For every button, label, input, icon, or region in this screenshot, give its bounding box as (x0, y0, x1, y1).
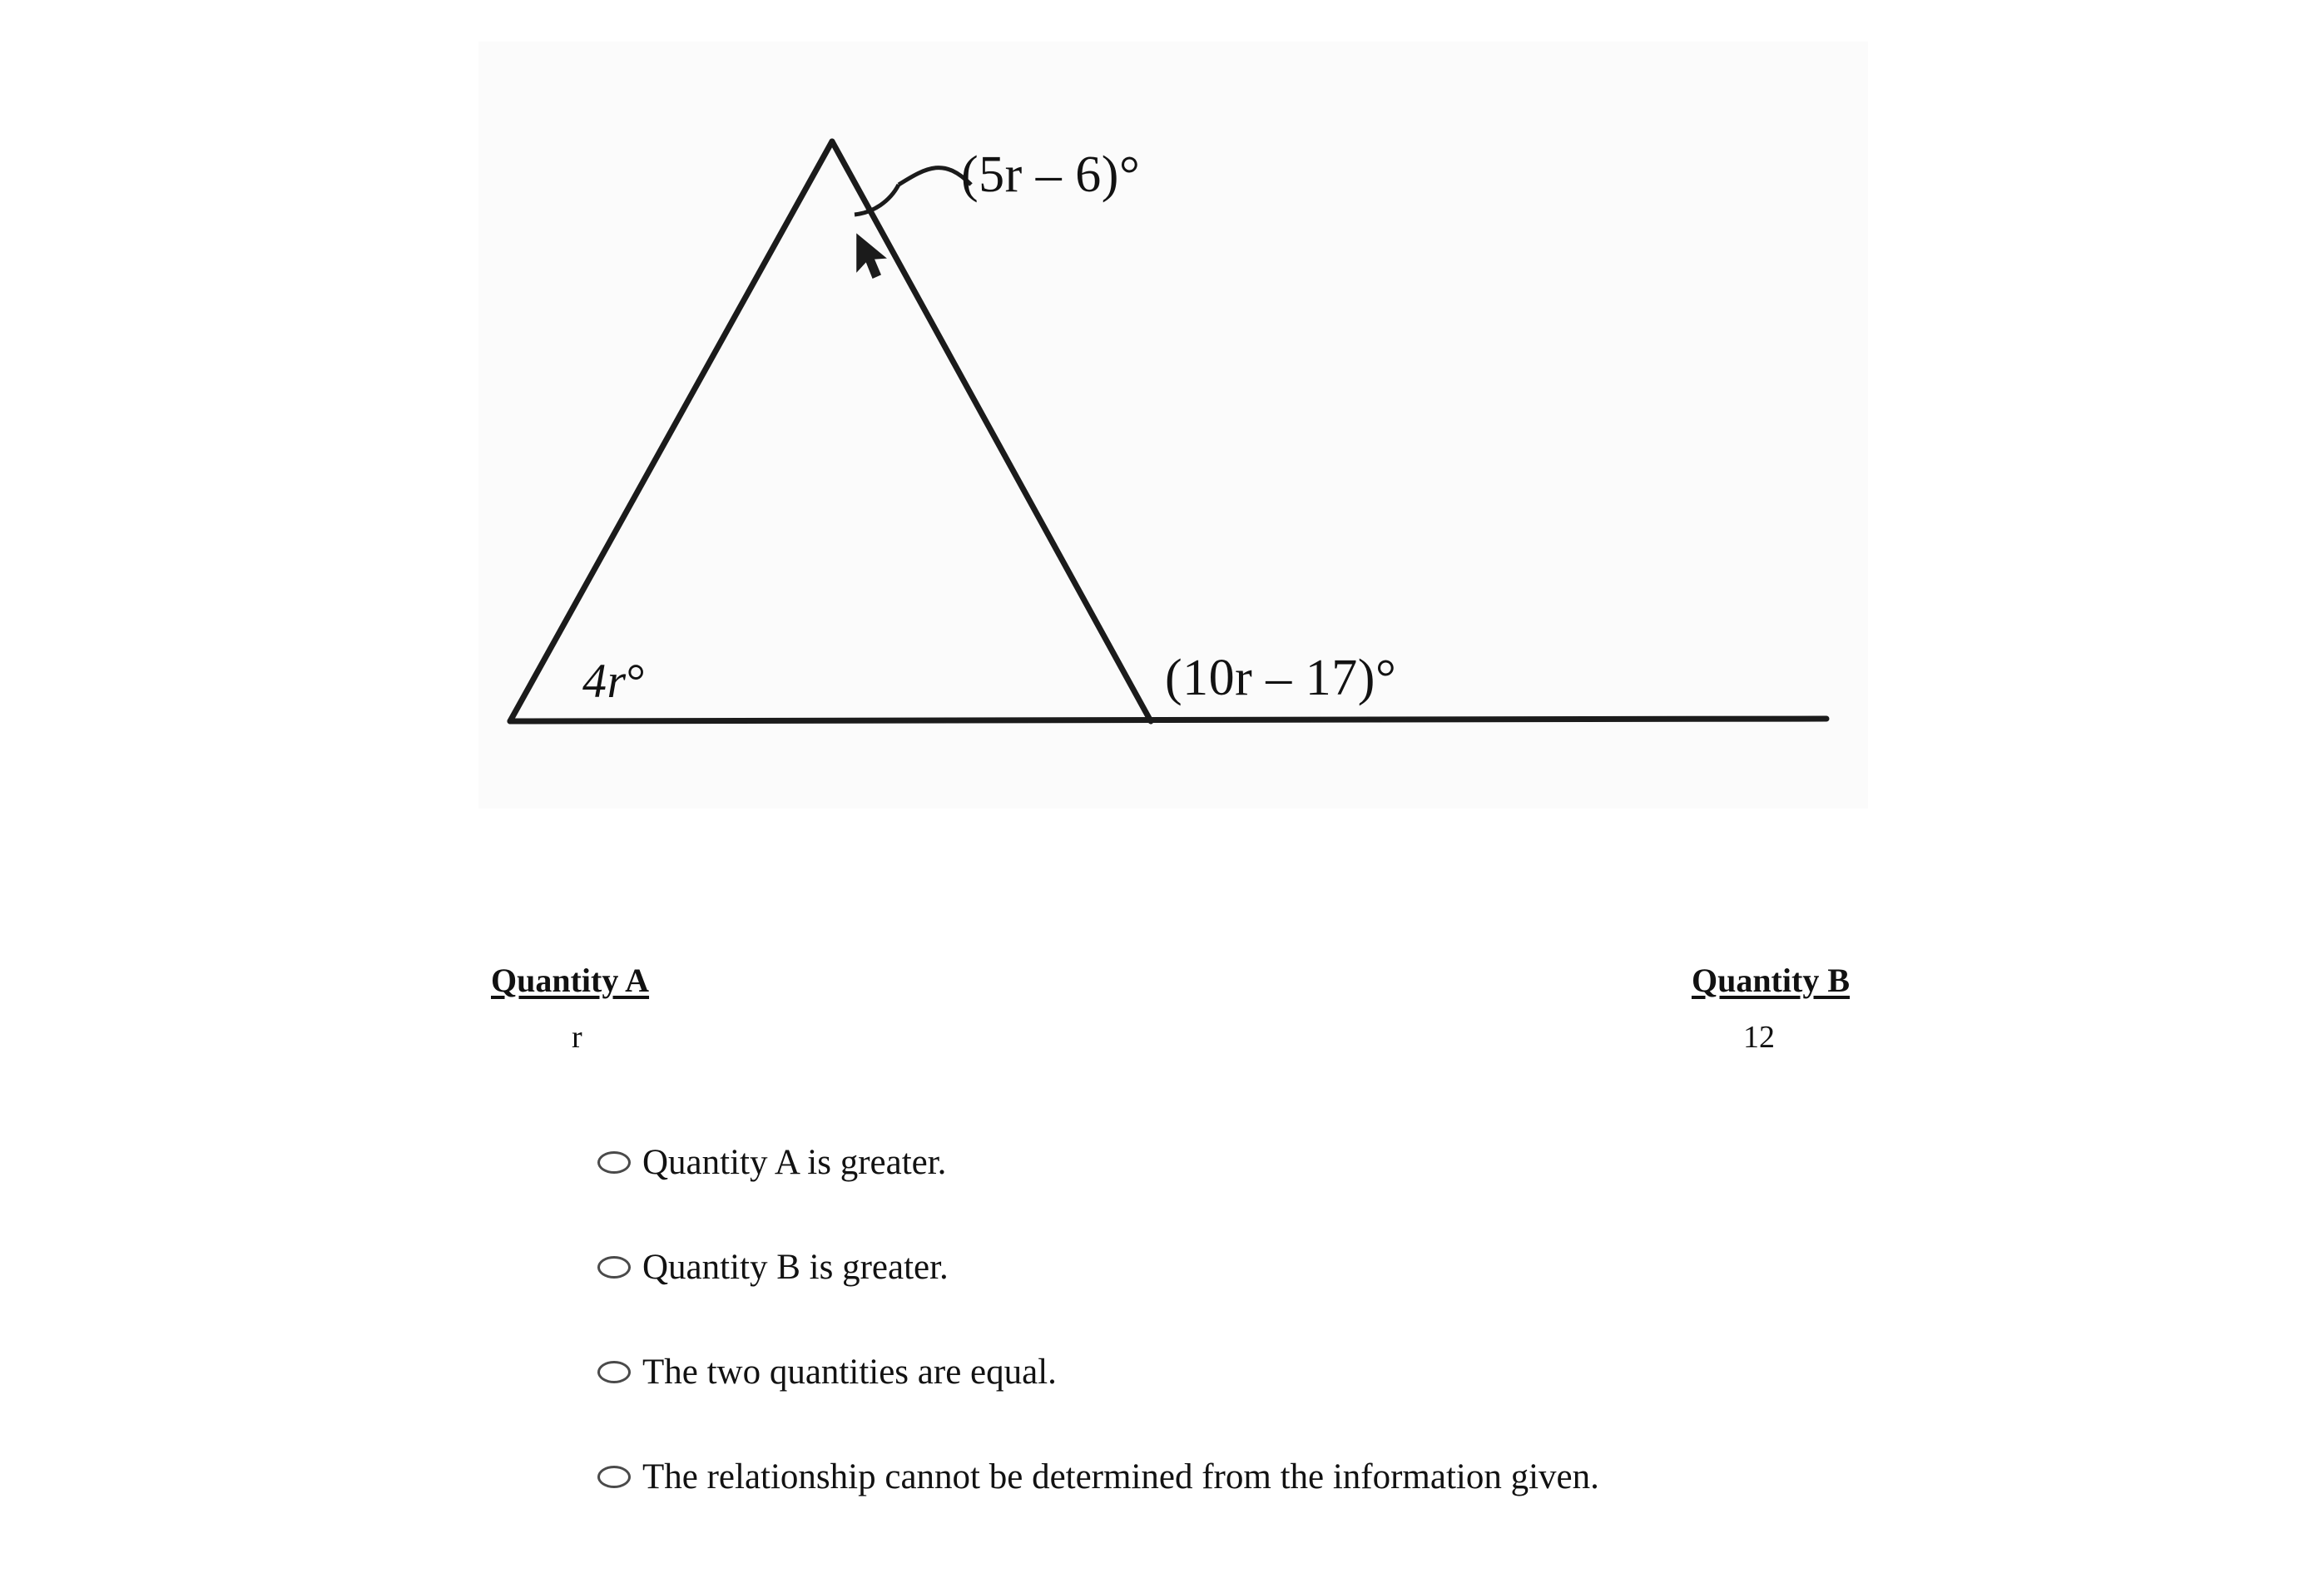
option-label: The two quantities are equal. (642, 1352, 1057, 1392)
option-label: The relationship cannot be determined from the information given. (642, 1457, 1599, 1496)
answer-options (597, 1135, 1929, 1555)
left-angle-label (582, 653, 646, 709)
quantity-b-heading: Quantity B (1691, 962, 1850, 999)
left-angle-expression: 4r (582, 654, 627, 708)
radio-button-icon[interactable] (597, 1361, 631, 1383)
quantity-b-value: 12 (1743, 1020, 1775, 1055)
quantity-values-row (478, 1019, 1868, 1069)
option-label: Quantity A is greater. (642, 1142, 947, 1182)
option-row[interactable] (597, 1345, 1929, 1398)
apex-angle-leader (899, 168, 971, 185)
radio-button-icon[interactable] (597, 1256, 631, 1279)
right-angle-label: (10r – 17)° (1165, 650, 1397, 706)
radio-button-icon[interactable] (597, 1151, 631, 1174)
quantity-headings-row (478, 961, 1868, 1011)
left-angle-degree: ° (626, 654, 647, 708)
baseline (510, 719, 1826, 721)
radio-button-icon[interactable] (597, 1466, 631, 1488)
option-label: Quantity B is greater. (642, 1247, 949, 1287)
triangle-left-side (510, 141, 832, 721)
option-row[interactable] (597, 1450, 1929, 1503)
mouse-cursor-icon (855, 233, 888, 281)
option-row[interactable] (597, 1135, 1929, 1189)
apex-angle-label: (5r – 6)° (961, 146, 1141, 203)
figure-panel (478, 42, 1868, 809)
option-row[interactable] (597, 1240, 1929, 1294)
triangle-right-side (832, 141, 1151, 721)
quantity-a-value: r (572, 1020, 582, 1055)
quantity-a-heading: Quantity A (491, 962, 650, 999)
